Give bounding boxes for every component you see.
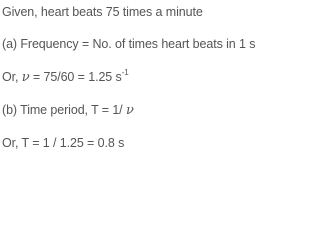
part-a-frequency-definition: (a) Frequency = No. of times heart beats in 1 s — [2, 37, 256, 51]
nu-symbol-b: ν — [125, 103, 134, 118]
nu-symbol: ν — [21, 70, 30, 85]
frequency-calc-value: = 75/60 = 1.25 s — [29, 70, 122, 84]
time-period-calculation: Or, T = 1 / 1.25 = 0.8 s — [2, 136, 125, 150]
part-b-time-period — [2, 102, 134, 119]
frequency-calculation — [2, 69, 129, 86]
time-period-prefix: (b) Time period, T = 1/ — [2, 103, 126, 117]
given-statement: Given, heart beats 75 times a minute — [2, 5, 203, 19]
frequency-calc-prefix: Or, — [2, 70, 22, 84]
frequency-unit-exponent: -1 — [121, 68, 129, 77]
